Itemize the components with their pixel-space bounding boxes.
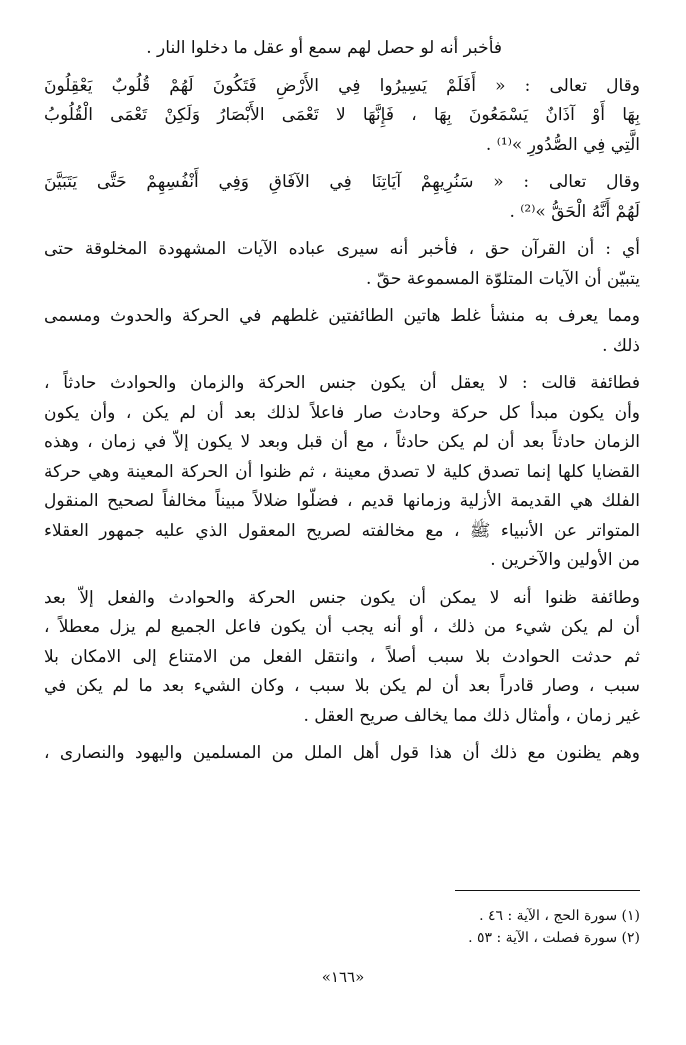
text-line: وهم يظنون مع ذلك أن هذا قول أهل الملل من المسلمين واليهود والنصارى ، [44, 743, 640, 763]
text-line: سبب ، وصار قادراً بعد أن لم يكن بلا سبب ، وكان الشيء بعد ما لم يكن في [44, 676, 640, 696]
text-line: غير زمان ، وأمثال ذلك مما يخالف صريح العقل . [303, 705, 640, 726]
paragraph-7 [44, 584, 640, 732]
paragraph-4 [44, 235, 640, 294]
paragraph-8 [44, 739, 640, 769]
footnote-2: (٢) سورة فصلت ، الآية : ٥٣ . [468, 930, 640, 946]
text-line: لَهُمْ أَنَّهُ الْحَقُّ »⁽²⁾ . [509, 201, 640, 222]
text-line: الزمان حادثاً بعد أن لم يكن حادثاً ، مع أن قبل وبعد لا يكون إلاّ في زمان ، وهذه [44, 432, 640, 452]
footnotes [50, 890, 640, 949]
text-line: القضايا كلها إنما تصدق كلية لا تصدق معينة ، ثم ظنوا أن الحركة المعينة وهي حركة [44, 461, 640, 482]
text-line: وقال تعالى : « أَفَلَمْ يَسِيرُوا فِي الأَرْضِ فَتَكُونَ لَهُمْ قُلُوبٌ يَعْقِلُونَ [44, 75, 640, 96]
text-line: ثم حدثت الحوادث بلا سبب أصلاً ، وانتقل الفعل من الامتناع إلى الامكان بلا [44, 646, 640, 667]
paragraph-2-quran-verse [44, 72, 640, 161]
footnote-divider [455, 890, 640, 891]
paragraph-3-quran-verse [44, 168, 640, 227]
text-line: الَّتِي فِي الصُّدُورِ »⁽¹⁾ . [485, 134, 640, 155]
text-line: ومما يعرف به منشأ غلط هاتين الطائفتين غلطهم في الحركة والحدوث ومسمى [44, 306, 640, 326]
paragraph-5 [44, 302, 640, 361]
text-line: وطائفة ظنوا أنه لا يمكن أن يكون جنس الحركة والحوادث والفعل إلاّ بعد [44, 587, 640, 608]
text-line: الفلك هي القديمة الأزلية وزمانها قديم ، فضلّوا ضلالاً مبيناً مخالفاً لصحيح المنقول [44, 491, 640, 511]
text-line: وأن يكون مبدأ كل حركة وحادث صار فاعلاً لذلك بعد أن لم يكن ، وأن يكون [44, 402, 640, 423]
footnote-1: (١) سورة الحج ، الآية : ٤٦ . [479, 908, 640, 924]
text-line: فطائفة قالت : لا يعقل أن يكون جنس الحركة والزمان والحوادث حادثاً ، [44, 373, 640, 393]
text-line: وقال تعالى : « سَنُرِيهِمْ آيَاتِنَا فِي الآفَاقِ وَفِي أَنْفُسِهِمْ حَتَّى يَتَبَيَّنَ [44, 172, 640, 192]
text-line: فأخبر أنه لو حصل لهم سمع أو عقل ما دخلوا النار . [146, 38, 502, 58]
text-line: أن لم يكن شيء من ذلك ، أو أنه يجب أن يكون فاعل الجميع لم يزل معطلاً ، [44, 617, 640, 637]
text-line: يتبيّن أن الآيات المتلوّة المسموعة حقّ . [365, 268, 640, 289]
paragraph-1 [44, 34, 640, 64]
text-line: المتواتر عن الأنبياء ﷺ ، مع مخالفته لصريح المعقول الذي عليه جمهور العقلاء [44, 520, 640, 541]
page-number: «١٦٦» [321, 968, 365, 986]
text-line: أي : أن القرآن حق ، فأخبر أنه سيرى عباده الآيات المشهودة المخلوقة حتى [44, 239, 640, 259]
text-line: من الأولين والآخرين . [490, 550, 640, 570]
text-line: بِهَا أَوْ آذَانٌ يَسْمَعُونَ بِهَا ، فَإِنَّهَا لا تَعْمَى الأَبْصَارُ وَلَكِنْ تَعْمَى الْقُلُوبُ [44, 105, 640, 125]
text-line: ذلك . [602, 335, 640, 356]
paragraph-6 [44, 369, 640, 576]
